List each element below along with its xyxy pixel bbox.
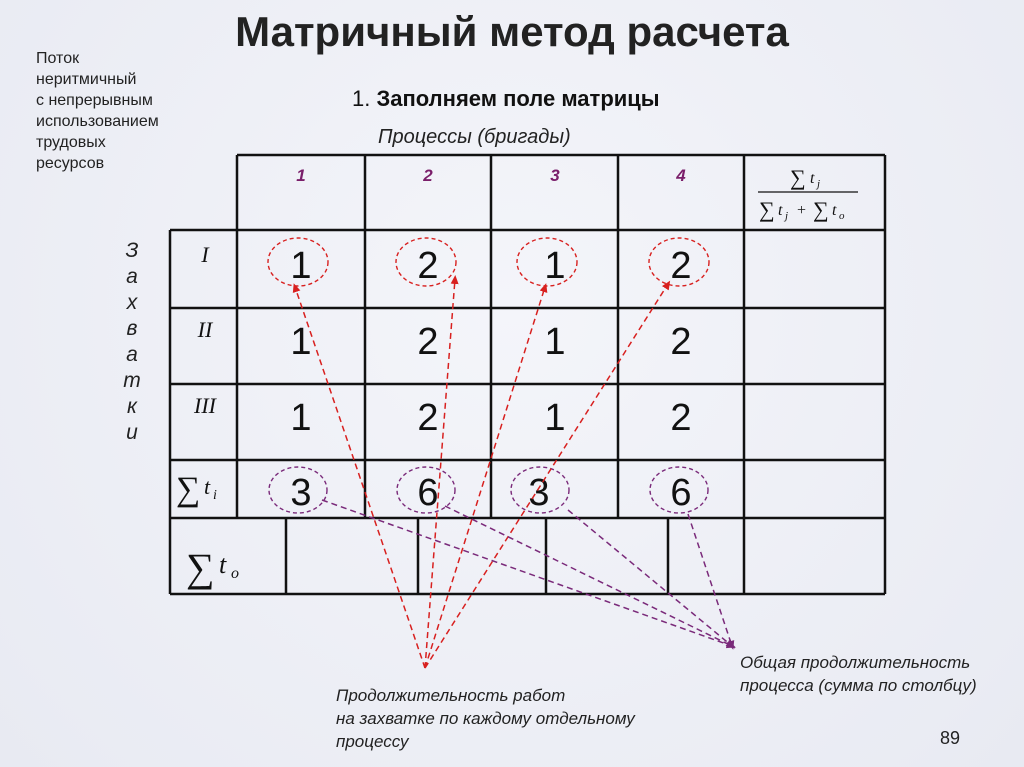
row-header-I: I xyxy=(201,242,209,267)
red-arrows xyxy=(295,279,668,668)
processes-label: Процессы (бригады) xyxy=(378,126,571,148)
ratio-formula xyxy=(758,165,858,222)
cell-sum-2: 6 xyxy=(417,472,439,514)
side-note-line: неритмичный xyxy=(36,71,137,88)
cell-I-4: 2 xyxy=(670,245,692,287)
idle-var: t xyxy=(219,550,227,579)
formula-var: t xyxy=(810,170,815,187)
red-arrow xyxy=(425,287,545,668)
formula-sub: j xyxy=(785,210,789,222)
idle-sigma: ∑ xyxy=(186,545,215,590)
caption-right-line: Общая продолжительность xyxy=(740,653,971,672)
cell-III-1: 1 xyxy=(290,397,312,439)
formula-sigma: ∑ xyxy=(759,197,775,222)
cell-I-2: 2 xyxy=(417,245,439,287)
column-header-4: 4 xyxy=(676,166,686,185)
zahvatki-letter: З xyxy=(125,239,139,262)
cell-III-2: 2 xyxy=(417,397,439,439)
column-header-3: 3 xyxy=(550,166,560,185)
cell-III-4: 2 xyxy=(670,397,692,439)
side-note-line: ресурсов xyxy=(36,155,105,172)
formula-sub: o xyxy=(839,210,845,222)
formula-sigma: ∑ xyxy=(790,165,806,190)
formula-var: t xyxy=(832,202,837,219)
side-note-line: Поток xyxy=(36,50,80,67)
formula-sub: j xyxy=(817,178,821,190)
column-header-2: 2 xyxy=(423,166,433,185)
caption-right xyxy=(740,651,977,697)
caption-right-line: процесса (сумма по столбцу) xyxy=(740,676,977,695)
cell-I-3: 1 xyxy=(544,245,566,287)
side-note-line: с непрерывным xyxy=(36,92,153,109)
cell-II-1: 1 xyxy=(290,321,312,363)
step-text: Заполняем поле матрицы xyxy=(376,86,660,111)
cell-II-2: 2 xyxy=(417,321,439,363)
sum-sub: i xyxy=(213,488,217,503)
cell-III-3: 1 xyxy=(544,397,566,439)
side-note-line: использованием xyxy=(36,113,159,130)
zahvatki-letter: и xyxy=(126,421,138,444)
cell-I-1: 1 xyxy=(290,245,312,287)
sum-row-header xyxy=(176,471,217,508)
sum-var: t xyxy=(204,474,211,499)
cell-sum-1: 3 xyxy=(290,472,312,514)
red-arrow xyxy=(295,287,425,668)
zahvatki-letter: т xyxy=(123,369,141,392)
purple-arrows xyxy=(322,500,732,646)
row-header-II: II xyxy=(197,317,213,342)
zahvatki-letter: в xyxy=(126,317,138,340)
row-header-III: III xyxy=(194,393,216,418)
zahvatki-letter: а xyxy=(126,343,138,366)
purple-arrow xyxy=(688,514,732,646)
page-number: 89 xyxy=(940,728,961,748)
sum-sigma: ∑ xyxy=(176,471,201,508)
step-number: 1. xyxy=(352,86,371,111)
highlight-circles-red xyxy=(268,238,709,286)
matrix-grid xyxy=(170,155,885,594)
cell-sum-4: 6 xyxy=(670,472,692,514)
caption-left xyxy=(336,684,635,753)
column-header-1: 1 xyxy=(296,166,306,185)
cell-II-4: 2 xyxy=(670,321,692,363)
side-note-line: трудовых xyxy=(36,134,106,151)
idle-sub: o xyxy=(231,565,239,582)
slide-title: Матричный метод расчета xyxy=(235,8,789,55)
cell-sum-3: 3 xyxy=(528,472,550,514)
highlight-circles-purple xyxy=(269,467,708,513)
purple-arrow xyxy=(322,500,732,646)
formula-sigma: ∑ xyxy=(813,197,829,222)
formula-var: t xyxy=(778,202,783,219)
idle-row-header xyxy=(186,545,239,590)
zahvatki-letter: а xyxy=(126,265,138,288)
caption-left-line: на захватке по каждому отдельному xyxy=(336,709,635,728)
formula-plus: + xyxy=(797,202,807,219)
zahvatki-letter: к xyxy=(127,395,137,418)
cell-II-3: 1 xyxy=(544,321,566,363)
purple-arrow xyxy=(445,506,732,646)
caption-left-line: процессу xyxy=(336,732,409,751)
zahvatki-letter: х xyxy=(126,291,138,314)
caption-left-line: Продолжительность работ xyxy=(336,686,566,705)
